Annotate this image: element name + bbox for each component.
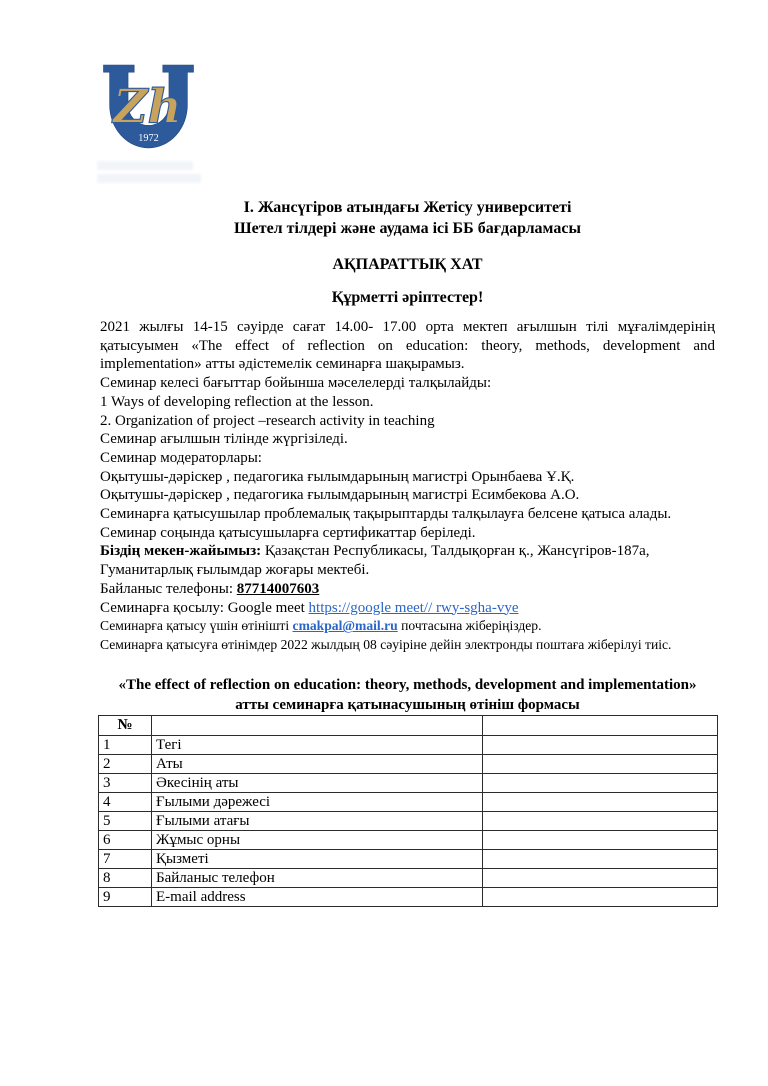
logo-year: 1972 — [138, 132, 159, 144]
table-row — [99, 792, 718, 811]
row-number: 9 — [99, 887, 152, 906]
logo-caption-faint — [97, 161, 207, 183]
google-meet-link[interactable]: https://google meet// rwy-sgha-vye — [308, 599, 519, 616]
row-label: Жұмыс орны — [152, 830, 483, 849]
row-number: 8 — [99, 868, 152, 887]
table-row — [99, 830, 718, 849]
row-value — [483, 792, 718, 811]
moderator-2: Оқытушы-дәріскер , педагогика ғылымдарының магистрі Есимбекова А.О. — [100, 487, 580, 504]
topic-item-2: 2. Organization of project –research activity in teaching — [100, 412, 435, 429]
table-row — [99, 887, 718, 906]
row-value — [483, 735, 718, 754]
university-name: І. Жансүгіров атындағы Жетісу университеті — [243, 199, 572, 216]
table-row — [99, 849, 718, 868]
university-logo-icon — [97, 62, 200, 152]
row-value — [483, 830, 718, 849]
row-value — [483, 773, 718, 792]
join-line — [100, 599, 715, 618]
email-link[interactable]: cmakpal@mail.ru — [292, 618, 398, 634]
table-row — [99, 773, 718, 792]
topic-item-1: 1 Ways of developing reflection at the lesson. — [100, 393, 374, 410]
row-label: Ғылыми дәрежесі — [152, 792, 483, 811]
letter-title: АҚПАРАТТЫҚ ХАТ — [332, 256, 483, 273]
deadline-line: Семинарға қатысуға өтінімдер 2022 жылдың 08 сәуіріне дейін электронды поштаға жіберілуі тиіс. — [100, 636, 672, 652]
salutation: Құрметті әріптестер! — [331, 289, 484, 306]
application-form-table — [98, 715, 718, 907]
row-value — [483, 868, 718, 887]
table-row — [99, 754, 718, 773]
row-number: 6 — [99, 830, 152, 849]
table-header-row — [99, 715, 718, 735]
invitation-paragraph: 2021 жылғы 14-15 сәуірде сағат 14.00- 17.00 орта мектеп ағылшын тілі мұғалімдерінің қатысуымен «The effect of reflection on education: theory, methods, development and implementation» атты әдістемелік семинарға шақырамыз. — [100, 319, 715, 373]
row-label: Әкесінің аты — [152, 773, 483, 792]
moderators-line: Семинар модераторлары: — [100, 449, 262, 466]
phone-number: 87714007603 — [236, 580, 320, 597]
address-line — [100, 542, 715, 579]
phone-label: Байланыс телефоны: — [100, 580, 237, 597]
program-name: Шетел тілдері және аудама ісі ББ бағдарламасы — [234, 220, 581, 237]
table-row — [99, 811, 718, 830]
header-value — [483, 715, 718, 735]
row-number: 5 — [99, 811, 152, 830]
row-label: Тегі — [152, 735, 483, 754]
logo-monogram: Zh — [113, 79, 182, 135]
letter-body — [100, 318, 715, 655]
row-label: Қызметі — [152, 849, 483, 868]
row-value — [483, 887, 718, 906]
table-row — [99, 868, 718, 887]
join-label: Семинарға қосылу: Google meet — [100, 599, 309, 616]
row-number: 3 — [99, 773, 152, 792]
row-value — [483, 811, 718, 830]
moderator-1: Оқытушы-дәріскер , педагогика ғылымдарының магистрі Орынбаева Ұ.Қ. — [100, 468, 575, 485]
apply-line — [100, 617, 715, 636]
row-number: 4 — [99, 792, 152, 811]
phone-line — [100, 580, 715, 599]
apply-prefix: Семинарға қатысу үшін өтінішті — [100, 618, 293, 634]
address-text: Қазақстан Республикасы, Талдықорған қ., Жансүгіров-187а, Гуманитарлық ғылымдар жоғары мектебі. — [100, 543, 650, 579]
directions-line: Семинар келесі бағыттар бойынша мәселелерді талқылайды: — [100, 375, 492, 392]
apply-suffix: почтасына жіберіңіздер. — [397, 618, 542, 634]
row-label: Аты — [152, 754, 483, 773]
language-line: Семинар ағылшын тілінде жүргізіледі. — [100, 431, 348, 448]
row-value — [483, 849, 718, 868]
table-row — [99, 735, 718, 754]
form-heading — [100, 675, 715, 715]
row-label: E-mail address — [152, 887, 483, 906]
row-label: Байланыс телефон — [152, 868, 483, 887]
row-number: 7 — [99, 849, 152, 868]
row-number: 2 — [99, 754, 152, 773]
header-number: № — [99, 715, 152, 735]
header-field — [152, 715, 483, 735]
participation-line: Семинарға қатысушылар проблемалық тақырыптарды талқылауға белсене қатыса алады. — [100, 506, 672, 523]
form-heading-line2: атты семинарға қатынасушының өтініш формасы — [235, 696, 580, 713]
certificates-line: Семинар соңында қатысушыларға сертификаттар беріледі. — [100, 524, 476, 541]
address-label: Біздің мекен-жайымыз: — [100, 543, 262, 560]
form-heading-line1: «The effect of reflection on education: theory, methods, development and implementation» — [118, 676, 697, 693]
row-label: Ғылыми атағы — [152, 811, 483, 830]
row-value — [483, 754, 718, 773]
row-number: 1 — [99, 735, 152, 754]
university-logo — [97, 62, 207, 183]
